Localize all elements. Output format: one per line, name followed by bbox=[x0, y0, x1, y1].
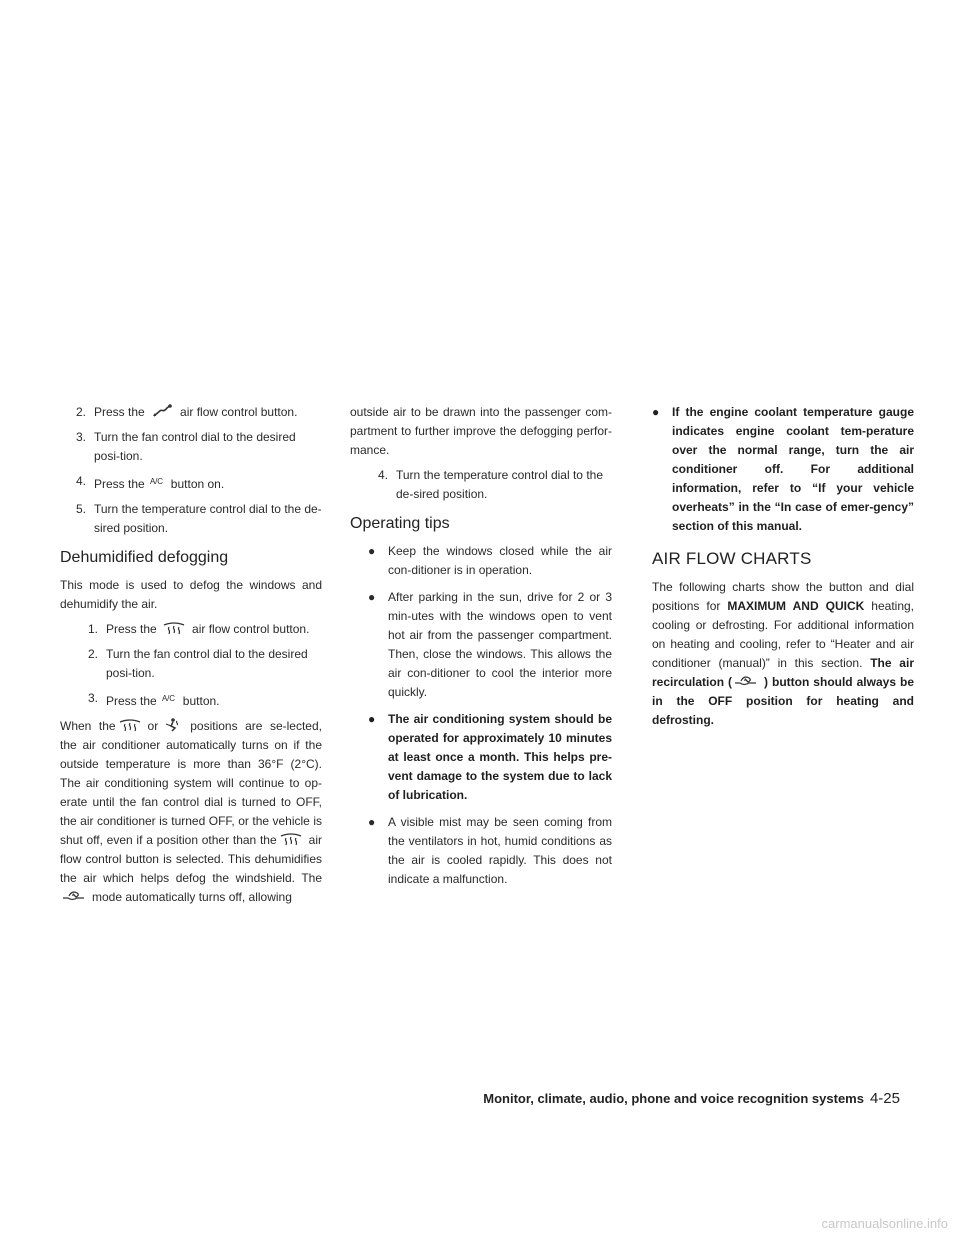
bullet-dot: ● bbox=[368, 544, 376, 558]
step-text: Press the bbox=[94, 477, 145, 491]
step-text: Turn the temperature control dial to the de-sired position. bbox=[396, 468, 603, 501]
step-text-suffix: air flow control button. bbox=[180, 405, 298, 419]
coolant-warning-bullet bbox=[652, 403, 914, 536]
tip-bullet bbox=[350, 588, 612, 702]
step-5-temp bbox=[60, 500, 322, 538]
step-text: Press the bbox=[94, 405, 145, 419]
ac-icon: A/C bbox=[162, 694, 175, 703]
tip-text: The air conditioning system should be operated for approximately 10 minutes at least once a month. This helps pre-vent damage to the system due to lack of lubrication. bbox=[388, 712, 612, 802]
air-flow-charts-paragraph bbox=[652, 578, 914, 730]
tip-bullet bbox=[350, 542, 612, 580]
air-recirculation-icon bbox=[62, 889, 86, 903]
tip-text: Keep the windows closed while the air con-ditioner is in operation. bbox=[388, 544, 612, 577]
column-left bbox=[60, 403, 322, 913]
tip-text: After parking in the sun, drive for 2 or 3 min-utes with the windows open to vent hot air from the passenger compartment. Then, close the windows. This allows the air con-ditioner to cool the interior more quickly. bbox=[388, 590, 612, 699]
para-bold-text: MAXIMUM AND QUICK bbox=[727, 599, 865, 613]
step-2-fan bbox=[60, 645, 322, 683]
warning-text: If the engine coolant temperature gauge indicates engine coolant tem-perature over the normal range, turn the air conditioner off. For additional information, refer to “If your vehicle overheats” in the “In case of emer-gency” section of this manual. bbox=[672, 405, 914, 533]
para-text: The following charts show the button and dial positions for bbox=[652, 580, 914, 613]
section-heading-operating-tips: Operating tips bbox=[350, 515, 450, 532]
step-text-suffix: air flow control button. bbox=[192, 622, 310, 636]
step-number: 3. bbox=[75, 430, 86, 444]
tip-bullet-warning bbox=[350, 710, 612, 805]
step-text-suffix: button on. bbox=[170, 477, 225, 491]
step-number: 4. bbox=[75, 474, 86, 488]
step-text: Turn the fan control dial to the desired posi-tion. bbox=[106, 647, 308, 680]
step-text-suffix: button. bbox=[182, 694, 220, 708]
bullet-dot: ● bbox=[652, 405, 660, 419]
step-3-fan bbox=[60, 428, 322, 466]
foot-defrost-icon bbox=[160, 718, 184, 732]
windshield-defrost-icon bbox=[279, 832, 303, 846]
step-text: Turn the fan control dial to the desired posi-tion. bbox=[94, 430, 296, 463]
windshield-defrost-icon bbox=[118, 718, 142, 732]
step-2-floor bbox=[60, 403, 322, 422]
para-text: When the bbox=[60, 719, 116, 733]
step-number: 4. bbox=[377, 468, 388, 482]
watermark: carmanualsonline.info bbox=[821, 1216, 948, 1231]
para-text: positions are se-lected, the air conditioner automatically turns on if the outside temperature is more than 36°F (2°C). The air conditioning system will continue to op-erate until the fan control dial is turned to OFF, the air conditioner is turned OFF, or the vehicle is shut off, even if a position other than the bbox=[60, 719, 322, 847]
tip-text: A visible mist may be seen coming from the ventilators in hot, humid conditions as the air is cooled rapidly. This does not indicate a malfunction. bbox=[388, 815, 612, 886]
column-middle bbox=[350, 403, 612, 897]
floor-airflow-icon bbox=[150, 404, 174, 418]
footer-section-title: Monitor, climate, audio, phone and voice recognition systems bbox=[483, 1091, 864, 1106]
continued-paragraph: outside air to be drawn into the passenger com-partment to further improve the defogging perfor-mance. bbox=[350, 405, 612, 457]
air-recirculation-icon bbox=[734, 674, 758, 688]
page-number: 4-25 bbox=[869, 1090, 900, 1107]
step-text: Press the bbox=[106, 622, 157, 636]
para-text: or bbox=[147, 719, 159, 733]
bullet-dot: ● bbox=[368, 712, 376, 726]
step-4-temp bbox=[350, 466, 612, 504]
para-bold-text: The air recirculation ( bbox=[652, 656, 914, 689]
step-4-ac bbox=[60, 472, 322, 494]
tip-bullet bbox=[350, 813, 612, 889]
step-number: 3. bbox=[87, 691, 98, 705]
para-text: heating, cooling or defrosting. For additional information on heating and cooling, refer to “Heater and air conditioner (manual)” in this section. bbox=[652, 599, 914, 670]
step-text: Turn the temperature control dial to the de-sired position. bbox=[94, 502, 322, 535]
section-heading-dehumidified-defogging: Dehumidified defogging bbox=[60, 549, 229, 566]
intro-paragraph: This mode is used to defog the windows and dehumidify the air. bbox=[60, 578, 322, 611]
page-footer bbox=[0, 1090, 900, 1108]
bullet-dot: ● bbox=[368, 815, 376, 829]
step-1-defrost bbox=[60, 620, 322, 639]
para-text: air flow control button is selected. This dehumidifies the air which helps defog the windshield. The bbox=[60, 833, 322, 885]
section-heading-air-flow-charts: AIR FLOW CHARTS bbox=[652, 549, 812, 568]
bullet-dot: ● bbox=[368, 590, 376, 604]
step-3-ac bbox=[60, 689, 322, 711]
para-text: mode automatically turns off, allowing bbox=[92, 890, 292, 904]
step-number: 1. bbox=[87, 622, 98, 636]
step-text: Press the bbox=[106, 694, 157, 708]
column-right bbox=[652, 403, 914, 736]
windshield-defrost-icon bbox=[162, 621, 186, 635]
step-number: 2. bbox=[75, 405, 86, 419]
step-number: 5. bbox=[75, 502, 86, 516]
dehumidify-paragraph bbox=[60, 717, 322, 907]
step-number: 2. bbox=[87, 647, 98, 661]
para-bold-text: ) button should always be in the OFF position for heating and defrosting. bbox=[652, 675, 914, 727]
ac-icon: A/C bbox=[150, 477, 163, 486]
